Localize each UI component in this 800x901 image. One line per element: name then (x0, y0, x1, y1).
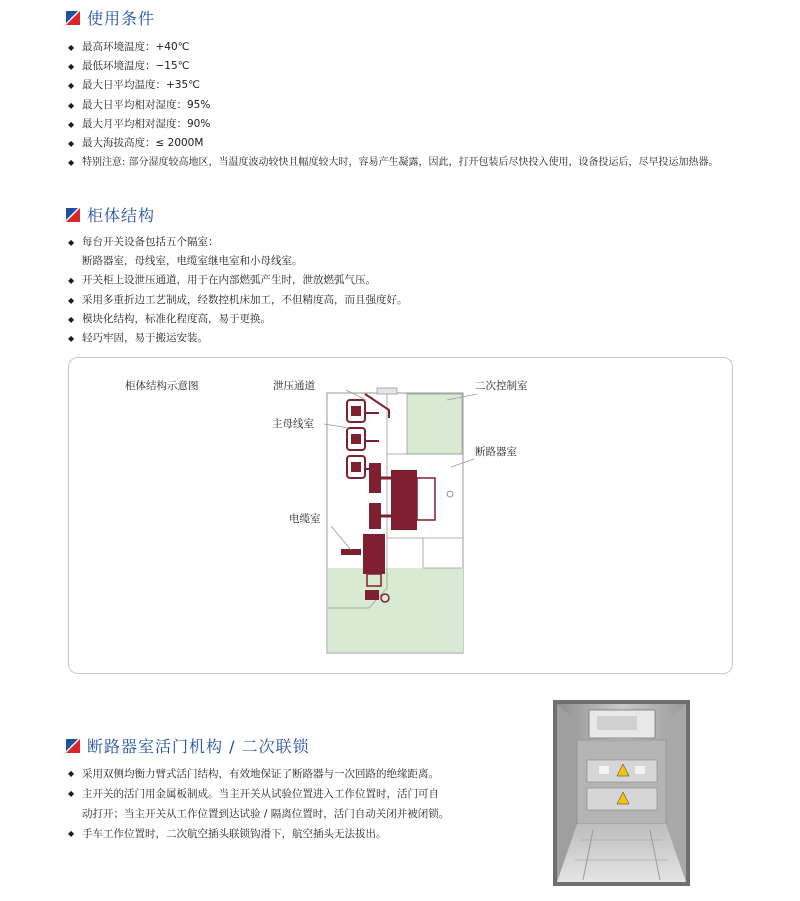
cabinet-structure-diagram (68, 357, 733, 674)
diamond-bullet-icon: ◆ (68, 62, 75, 72)
label-secondary-control: 二次控制室 (475, 380, 528, 392)
structure-list (68, 233, 408, 348)
list-item: ◆ 最高环境温度：+40℃ (68, 38, 719, 57)
interlock-list (68, 764, 449, 844)
section-heading-conditions (66, 6, 155, 28)
list-item: ◆ 最低环境温度：−15℃ (68, 57, 719, 76)
diamond-bullet-icon: ◆ (68, 100, 75, 110)
section-title: 柜体结构 (87, 205, 156, 225)
list-item: 动打开；当主开关从工作位置到达试验 / 隔离位置时，活门自动关闭并被闭锁。 (82, 808, 450, 820)
list-item: ◆ 轻巧牢固，易于搬运安装。 (68, 329, 408, 348)
breaker-room-photo (553, 700, 690, 886)
diamond-bullet-icon: ◆ (68, 295, 75, 305)
cabinet-drawing (69, 358, 732, 673)
list-item: ◆ 最大月平均相对湿度：90% (68, 115, 719, 134)
list-item: ◆ 每台开关设备包括五个隔室： (68, 233, 408, 252)
list-item: ◆ 手车工作位置时，二次航空插头联锁钩滑下，航空插头无法拔出。 (68, 824, 449, 844)
heading-flag-icon (66, 207, 80, 221)
list-item: ◆ 最大日平均相对湿度：95% (68, 96, 719, 115)
list-item: ◆ 开关柜上设泄压通道，用于在内部燃弧产生时，泄放燃弧气压。 (68, 271, 408, 290)
diamond-bullet-icon: ◆ (68, 334, 75, 344)
diamond-bullet-icon: ◆ (68, 769, 75, 778)
heading-flag-icon (66, 738, 80, 752)
section-title: 使用条件 (87, 8, 156, 28)
diamond-bullet-icon: ◆ (68, 139, 75, 149)
label-main-busbar: 主母线室 (272, 418, 314, 430)
diamond-bullet-icon: ◆ (68, 829, 75, 838)
diamond-bullet-icon: ◆ (68, 314, 75, 324)
label-breaker-room: 断路器室 (475, 446, 517, 458)
diagram-caption: 柜体结构示意图 (125, 380, 199, 392)
list-item: ◆ 采用双侧均衡力臂式活门结构，有效地保证了断路器与一次回路的绝缘距离。 (68, 764, 449, 784)
list-item: ◆ 最大日平均温度：+35℃ (68, 76, 719, 95)
list-item: ◆ 模块化结构，标准化程度高，易于更换。 (68, 310, 408, 329)
diamond-bullet-icon: ◆ (68, 276, 75, 286)
conditions-list (68, 38, 719, 172)
diamond-bullet-icon: ◆ (68, 81, 75, 91)
label-pressure-relief: 泄压通道 (273, 380, 315, 392)
list-item: 断路器室，母线室，电缆室继电室和小母线室。 (82, 255, 303, 268)
section-heading-interlock (66, 734, 310, 756)
heading-flag-icon (66, 10, 80, 24)
diamond-bullet-icon: ◆ (68, 789, 75, 798)
list-item: ◆ 最大海拔高度：≤ 2000M (68, 134, 719, 153)
diamond-bullet-icon: ◆ (68, 119, 75, 129)
list-item: ◆ 采用多重折边工艺制成，经数控机床加工，不但精度高，而且强度好。 (68, 291, 408, 310)
diamond-bullet-icon: ◆ (68, 158, 75, 168)
list-item: ◆ 特别注意: 部分湿度较高地区，当温度波动较快且幅度较大时，容易产生凝露，因此，打开包装后尽快投入使用，设备投运后，尽早投运加热器。 (68, 153, 719, 172)
diamond-bullet-icon: ◆ (68, 238, 75, 247)
section-title: 断路器室活门机构 / 二次联锁 (87, 736, 310, 756)
label-cable-room: 电缆室 (289, 513, 321, 525)
list-item: ◆ 主开关的活门用金属板制成。当主开关从试验位置进入工作位置时，活门可自 (68, 784, 449, 804)
diamond-bullet-icon: ◆ (68, 43, 75, 52)
section-heading-structure (66, 203, 155, 225)
